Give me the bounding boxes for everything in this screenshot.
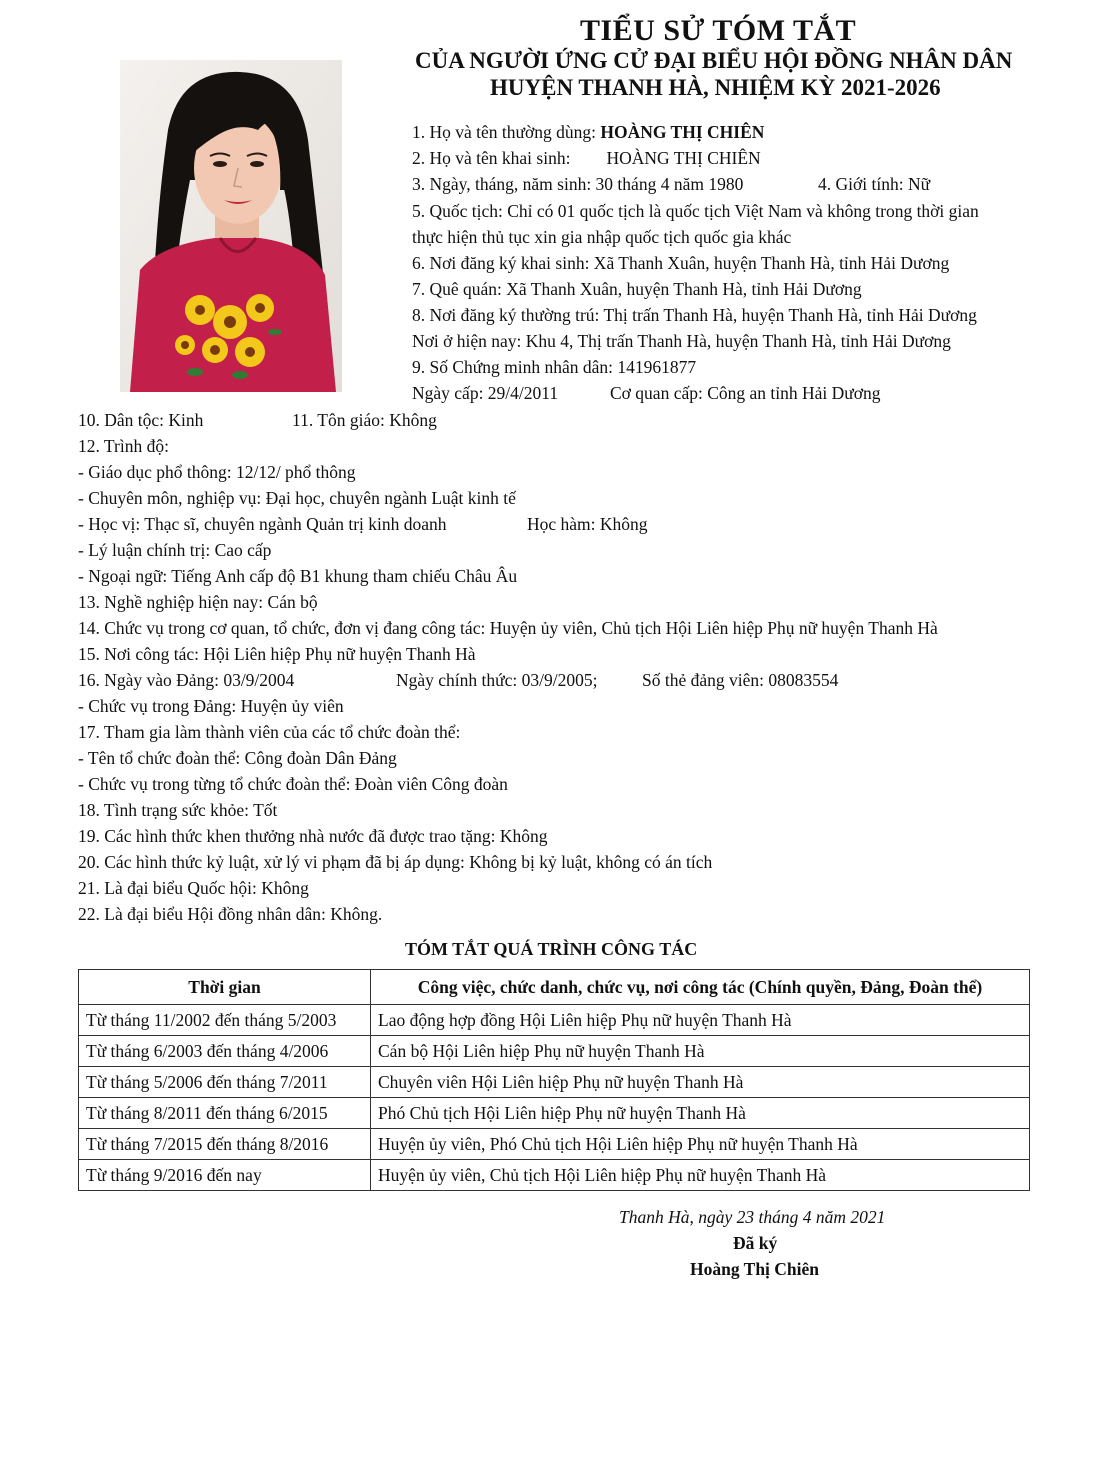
info-birth-date: 3. Ngày, tháng, năm sinh: 30 tháng 4 năm 1980 bbox=[412, 174, 744, 194]
column-header-job: Công việc, chức danh, chức vụ, nơi công tác (Chính quyền, Đảng, Đoàn thể) bbox=[371, 970, 1030, 1005]
document-subtitle-term: HUYỆN THANH HÀ, NHIỆM KỲ 2021-2026 bbox=[490, 75, 941, 100]
info-workplace: 15. Nơi công tác: Hội Liên hiệp Phụ nữ huyện Thanh Hà bbox=[78, 644, 476, 664]
info-specialty: - Chuyên môn, nghiệp vụ: Đại học, chuyên ngành Luật kinh tế bbox=[78, 488, 516, 508]
info-degree: - Học vị: Thạc sĩ, chuyên ngành Quản trị kinh doanh bbox=[78, 514, 447, 534]
table-row bbox=[79, 1036, 1030, 1067]
info-academic-rank: Học hàm: Không bbox=[527, 514, 648, 534]
cell-job: Chuyên viên Hội Liên hiệp Phụ nữ huyện Thanh Hà bbox=[371, 1067, 1030, 1098]
info-discipline: 20. Các hình thức kỷ luật, xử lý vi phạm đã bị áp dụng: Không bị kỷ luật, không có án tích bbox=[78, 852, 713, 872]
info-ethnicity: 10. Dân tộc: Kinh bbox=[78, 410, 204, 430]
info-id-number: 9. Số Chứng minh nhân dân: 141961877 bbox=[412, 357, 697, 377]
cell-job: Lao động hợp đồng Hội Liên hiệp Phụ nữ huyện Thanh Hà bbox=[371, 1005, 1030, 1036]
info-party-join-date: 16. Ngày vào Đảng: 03/9/2004 bbox=[78, 670, 295, 690]
info-birth-name: 2. Họ và tên khai sinh: HOÀNG THỊ CHIÊN bbox=[412, 148, 761, 168]
cell-job: Huyện ủy viên, Phó Chủ tịch Hội Liên hiệp Phụ nữ huyện Thanh Hà bbox=[371, 1129, 1030, 1160]
common-name-value: HOÀNG THỊ CHIÊN bbox=[600, 122, 765, 142]
info-nationality-cont: thực hiện thủ tục xin gia nhập quốc tịch quốc gia khác bbox=[412, 227, 792, 247]
info-health: 18. Tình trạng sức khỏe: Tốt bbox=[78, 800, 278, 820]
table-row bbox=[79, 1129, 1030, 1160]
info-position: 14. Chức vụ trong cơ quan, tổ chức, đơn vị đang công tác: Huyện ủy viên, Chủ tịch Hội Liên hiệp Phụ nữ huyện Thanh Hà bbox=[78, 618, 938, 638]
info-id-issuer: Cơ quan cấp: Công an tỉnh Hải Dương bbox=[610, 383, 881, 403]
table-row bbox=[79, 1005, 1030, 1036]
info-nationality: 5. Quốc tịch: Chỉ có 01 quốc tịch là quốc tịch Việt Nam và không trong thời gian bbox=[412, 201, 979, 221]
info-organization-name: - Tên tổ chức đoàn thể: Công đoàn Dân Đảng bbox=[78, 748, 397, 768]
signature-signed: Đã ký bbox=[733, 1233, 778, 1253]
birth-name-value: HOÀNG THỊ CHIÊN bbox=[606, 148, 761, 168]
info-general-education: - Giáo dục phổ thông: 12/12/ phổ thông bbox=[78, 462, 356, 482]
info-organization-position: - Chức vụ trong từng tổ chức đoàn thể: Đoàn viên Công đoàn bbox=[78, 774, 508, 794]
cell-time: Từ tháng 8/2011 đến tháng 6/2015 bbox=[79, 1098, 371, 1129]
info-national-assembly: 21. Là đại biểu Quốc hội: Không bbox=[78, 878, 309, 898]
info-id-issue-date: Ngày cấp: 29/4/2011 bbox=[412, 383, 559, 403]
signature-name: Hoàng Thị Chiên bbox=[690, 1259, 820, 1279]
info-education-heading: 12. Trình độ: bbox=[78, 436, 169, 456]
column-header-time: Thời gian bbox=[79, 970, 371, 1005]
document-subtitle: CỦA NGƯỜI ỨNG CỬ ĐẠI BIỂU HỘI ĐỒNG NHÂN DÂN bbox=[415, 48, 1013, 73]
info-hometown: 7. Quê quán: Xã Thanh Xuân, huyện Thanh Hà, tỉnh Hải Dương bbox=[412, 279, 862, 299]
info-religion: 11. Tôn giáo: Không bbox=[292, 410, 437, 430]
info-common-name: 1. Họ và tên thường dùng: HOÀNG THỊ CHIÊN bbox=[412, 122, 765, 142]
info-permanent-address: 8. Nơi đăng ký thường trú: Thị trấn Thanh Hà, huyện Thanh Hà, tỉnh Hải Dương bbox=[412, 305, 977, 325]
work-history-title: TÓM TẮT QUÁ TRÌNH CÔNG TÁC bbox=[405, 939, 698, 959]
info-people-council: 22. Là đại biểu Hội đồng nhân dân: Không. bbox=[78, 904, 383, 924]
info-occupation: 13. Nghề nghiệp hiện nay: Cán bộ bbox=[78, 592, 318, 612]
cell-time: Từ tháng 11/2002 đến tháng 5/2003 bbox=[79, 1005, 371, 1036]
cell-time: Từ tháng 6/2003 đến tháng 4/2006 bbox=[79, 1036, 371, 1067]
info-birth-registration: 6. Nơi đăng ký khai sinh: Xã Thanh Xuân, huyện Thanh Hà, tỉnh Hải Dương bbox=[412, 253, 950, 273]
info-organizations-heading: 17. Tham gia làm thành viên của các tổ chức đoàn thể: bbox=[78, 722, 461, 742]
cell-job: Cán bộ Hội Liên hiệp Phụ nữ huyện Thanh Hà bbox=[371, 1036, 1030, 1067]
work-history-table bbox=[78, 969, 1030, 1191]
cell-time: Từ tháng 9/2016 đến nay bbox=[79, 1160, 371, 1191]
cell-job: Huyện ủy viên, Chủ tịch Hội Liên hiệp Phụ nữ huyện Thanh Hà bbox=[371, 1160, 1030, 1191]
table-header-row bbox=[79, 970, 1030, 1005]
info-gender: 4. Giới tính: Nữ bbox=[818, 174, 931, 194]
signature-place-date: Thanh Hà, ngày 23 tháng 4 năm 2021 bbox=[619, 1207, 886, 1227]
cell-time: Từ tháng 7/2015 đến tháng 8/2016 bbox=[79, 1129, 371, 1160]
info-party-position: - Chức vụ trong Đảng: Huyện ủy viên bbox=[78, 696, 344, 716]
document-title: TIỂU SỬ TÓM TẮT bbox=[580, 14, 857, 47]
table-row bbox=[79, 1160, 1030, 1191]
table-row bbox=[79, 1098, 1030, 1129]
info-political-theory: - Lý luận chính trị: Cao cấp bbox=[78, 540, 272, 560]
info-party-card-number: Số thẻ đảng viên: 08083554 bbox=[642, 670, 839, 690]
info-foreign-language: - Ngoại ngữ: Tiếng Anh cấp độ B1 khung tham chiếu Châu Âu bbox=[78, 566, 518, 586]
portrait-photo bbox=[120, 60, 342, 392]
cell-time: Từ tháng 5/2006 đến tháng 7/2011 bbox=[79, 1067, 371, 1098]
info-party-official-date: Ngày chính thức: 03/9/2005; bbox=[396, 670, 598, 690]
info-current-address: Nơi ở hiện nay: Khu 4, Thị trấn Thanh Hà, huyện Thanh Hà, tỉnh Hải Dương bbox=[412, 331, 951, 351]
cell-job: Phó Chủ tịch Hội Liên hiệp Phụ nữ huyện Thanh Hà bbox=[371, 1098, 1030, 1129]
info-awards: 19. Các hình thức khen thưởng nhà nước đã được trao tặng: Không bbox=[78, 826, 548, 846]
table-row bbox=[79, 1067, 1030, 1098]
